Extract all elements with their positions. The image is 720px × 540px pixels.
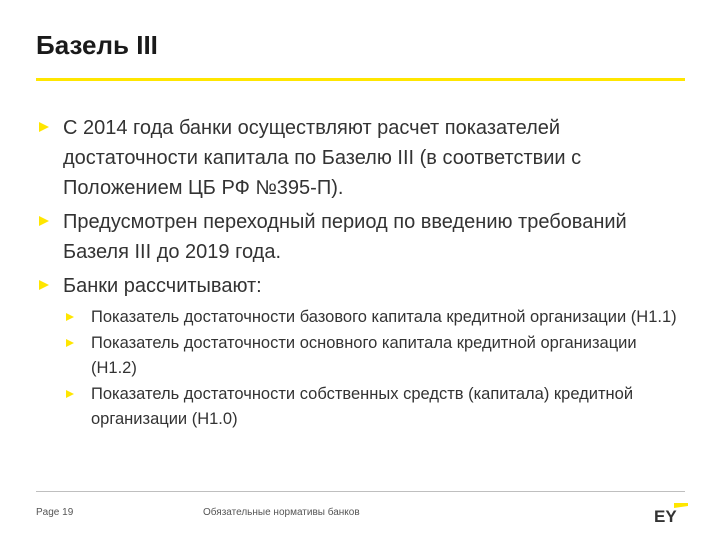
triangle-bullet-icon — [66, 313, 74, 321]
sub-bullet-text: Показатель достаточности собственных средств (капитала) кредитной организации (Н1.0) — [91, 385, 634, 428]
sub-bullet-text: Показатель достаточности базового капитала кредитной организации (Н1.1) — [91, 308, 677, 326]
sub-bullet-item — [63, 382, 686, 432]
triangle-bullet-icon — [66, 390, 74, 398]
triangle-bullet-icon — [39, 122, 49, 132]
slide-title: Базель III — [36, 30, 158, 60]
bullet-text: С 2014 года банки осуществляют расчет показателей достаточности капитала по Базелю III (в соответствии с Положением ЦБ РФ №395-П). — [63, 117, 582, 199]
sub-bullet-item — [63, 331, 686, 381]
triangle-bullet-icon — [66, 339, 74, 347]
bullet-list — [36, 113, 686, 436]
bullet-text: Банки рассчитывают: — [63, 275, 262, 297]
triangle-bullet-icon — [39, 280, 49, 290]
footer-divider — [36, 491, 685, 492]
page-number: Page 19 — [36, 507, 74, 518]
sub-bullet-item — [63, 305, 686, 330]
bullet-item — [36, 113, 686, 203]
sub-bullet-list — [63, 305, 686, 432]
ey-logo — [654, 503, 688, 523]
title-underline — [36, 78, 685, 81]
bullet-item — [36, 271, 686, 432]
bullet-text: Предусмотрен переходный период по введению требований Базеля III до 2019 года. — [63, 211, 627, 263]
triangle-bullet-icon — [39, 216, 49, 226]
bullet-item — [36, 207, 686, 267]
footer-caption: Обязательные нормативы банков — [203, 507, 360, 518]
logo-text: EY — [654, 507, 677, 523]
sub-bullet-text: Показатель достаточности основного капитала кредитной организации (Н1.2) — [91, 334, 637, 377]
